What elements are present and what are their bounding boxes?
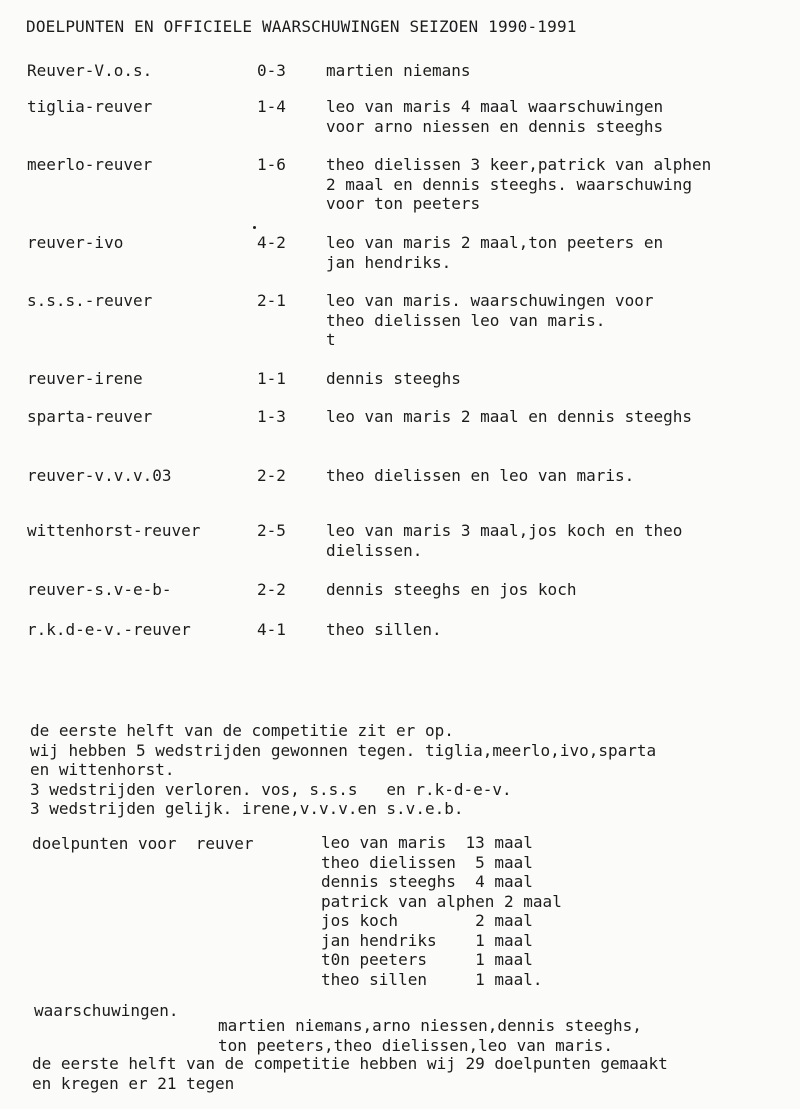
warning-line: martien niemans,arno niessen,dennis steeghs, (218, 1016, 642, 1035)
detail-line: dennis steeghs en jos koch (326, 580, 577, 599)
detail-line: voor arno niessen en dennis steeghs (326, 116, 664, 136)
detail-line: leo van maris. waarschuwingen voor (326, 291, 654, 310)
detail-line: leo van maris 3 maal,jos koch en theo (326, 521, 683, 540)
match-teams: reuver-s.v-e-b- (27, 580, 172, 599)
warnings-list (218, 1016, 642, 1055)
detail-line: leo van maris 2 maal,ton peeters en (326, 233, 664, 252)
summary-line: de eerste helft van de competitie zit er op. (30, 721, 454, 740)
summary-line: 3 wedstrijden verloren. vos, s.s.s en r.k-d-e-v. (30, 779, 512, 799)
match-score: 0-3 (257, 61, 286, 80)
match-details (326, 521, 682, 560)
match-score: 2-2 (257, 580, 286, 599)
scorers-list (321, 833, 562, 989)
scorer-line: dennis steeghs 4 maal (321, 872, 533, 891)
match-details (326, 61, 471, 81)
detail-line: theo dielissen 3 keer,patrick van alphen (326, 155, 712, 174)
match-details (326, 369, 461, 389)
detail-line: martien niemans (326, 61, 471, 80)
scorer-line: jan hendriks 1 maal (321, 930, 533, 950)
detail-line: leo van maris 2 maal en dennis steeghs (326, 407, 693, 426)
summary-line: wij hebben 5 wedstrijden gewonnen tegen. tiglia,meerlo,ivo,sparta (30, 740, 657, 760)
detail-line: dielissen. (326, 540, 423, 560)
match-teams: reuver-irene (27, 369, 143, 388)
scorers-label: doelpunten voor reuver (32, 834, 254, 853)
match-details (326, 466, 634, 486)
scorer-line: leo van maris 13 maal (321, 833, 533, 852)
detail-line: jan hendriks. (326, 252, 452, 272)
detail-line: t (326, 330, 336, 349)
match-details (326, 233, 663, 272)
match-teams: reuver-ivo (27, 233, 124, 252)
match-teams: Reuver-V.o.s. (27, 61, 153, 80)
match-details (326, 620, 442, 640)
detail-line: theo dielissen en leo van maris. (326, 466, 635, 485)
match-teams: r.k.d-e-v.-reuver (27, 620, 191, 639)
match-score: 1-6 (257, 155, 286, 174)
detail-line: 2 maal en dennis steeghs. waarschuwing (326, 174, 693, 194)
match-details (326, 291, 654, 350)
match-score: 2-1 (257, 291, 286, 310)
detail-line: dennis steeghs (326, 369, 461, 388)
match-score: 4-1 (257, 620, 286, 639)
match-score: 4-2 (257, 233, 286, 252)
scorer-line: theo dielissen 5 maal (321, 852, 533, 872)
match-score: 2-2 (257, 466, 286, 485)
match-score: 1-1 (257, 369, 286, 388)
match-teams: s.s.s.-reuver (27, 291, 153, 310)
match-teams: sparta-reuver (27, 407, 153, 426)
scorer-line: theo sillen 1 maal. (321, 969, 543, 989)
closing-line: de eerste helft van de competitie hebben wij 29 doelpunten gemaakt (32, 1054, 668, 1073)
match-teams: meerlo-reuver (27, 155, 153, 174)
match-teams: reuver-v.v.v.03 (27, 466, 172, 485)
match-details (326, 407, 692, 427)
warning-line: ton peeters,theo dielissen,leo van maris. (218, 1035, 613, 1055)
match-details (326, 97, 663, 136)
summary-line: en wittenhorst. (30, 760, 175, 779)
match-details (326, 155, 711, 214)
match-teams: tiglia-reuver (27, 97, 153, 116)
page-title: DOELPUNTEN EN OFFICIELE WAARSCHUWINGEN SEIZOEN 1990-1991 (26, 17, 577, 36)
ink-mark (253, 226, 256, 229)
closing-line: en kregen er 21 tegen (32, 1073, 235, 1093)
detail-line: leo van maris 4 maal waarschuwingen (326, 97, 664, 116)
match-details (326, 580, 576, 600)
warnings-label: waarschuwingen. (34, 1001, 179, 1020)
closing-note (32, 1054, 668, 1093)
detail-line: theo dielissen leo van maris. (326, 310, 606, 330)
match-score: 1-3 (257, 407, 286, 426)
match-score: 1-4 (257, 97, 286, 116)
match-teams: wittenhorst-reuver (27, 521, 201, 540)
detail-line: voor ton peeters (326, 194, 481, 213)
scorer-line: patrick van alphen 2 maal (321, 891, 562, 911)
season-summary (30, 721, 656, 819)
scorer-line: t0n peeters 1 maal (321, 950, 533, 969)
scorer-line: jos koch 2 maal (321, 911, 533, 930)
detail-line: theo sillen. (326, 620, 442, 639)
match-score: 2-5 (257, 521, 286, 540)
summary-line: 3 wedstrijden gelijk. irene,v.v.v.en s.v.e.b. (30, 799, 464, 818)
